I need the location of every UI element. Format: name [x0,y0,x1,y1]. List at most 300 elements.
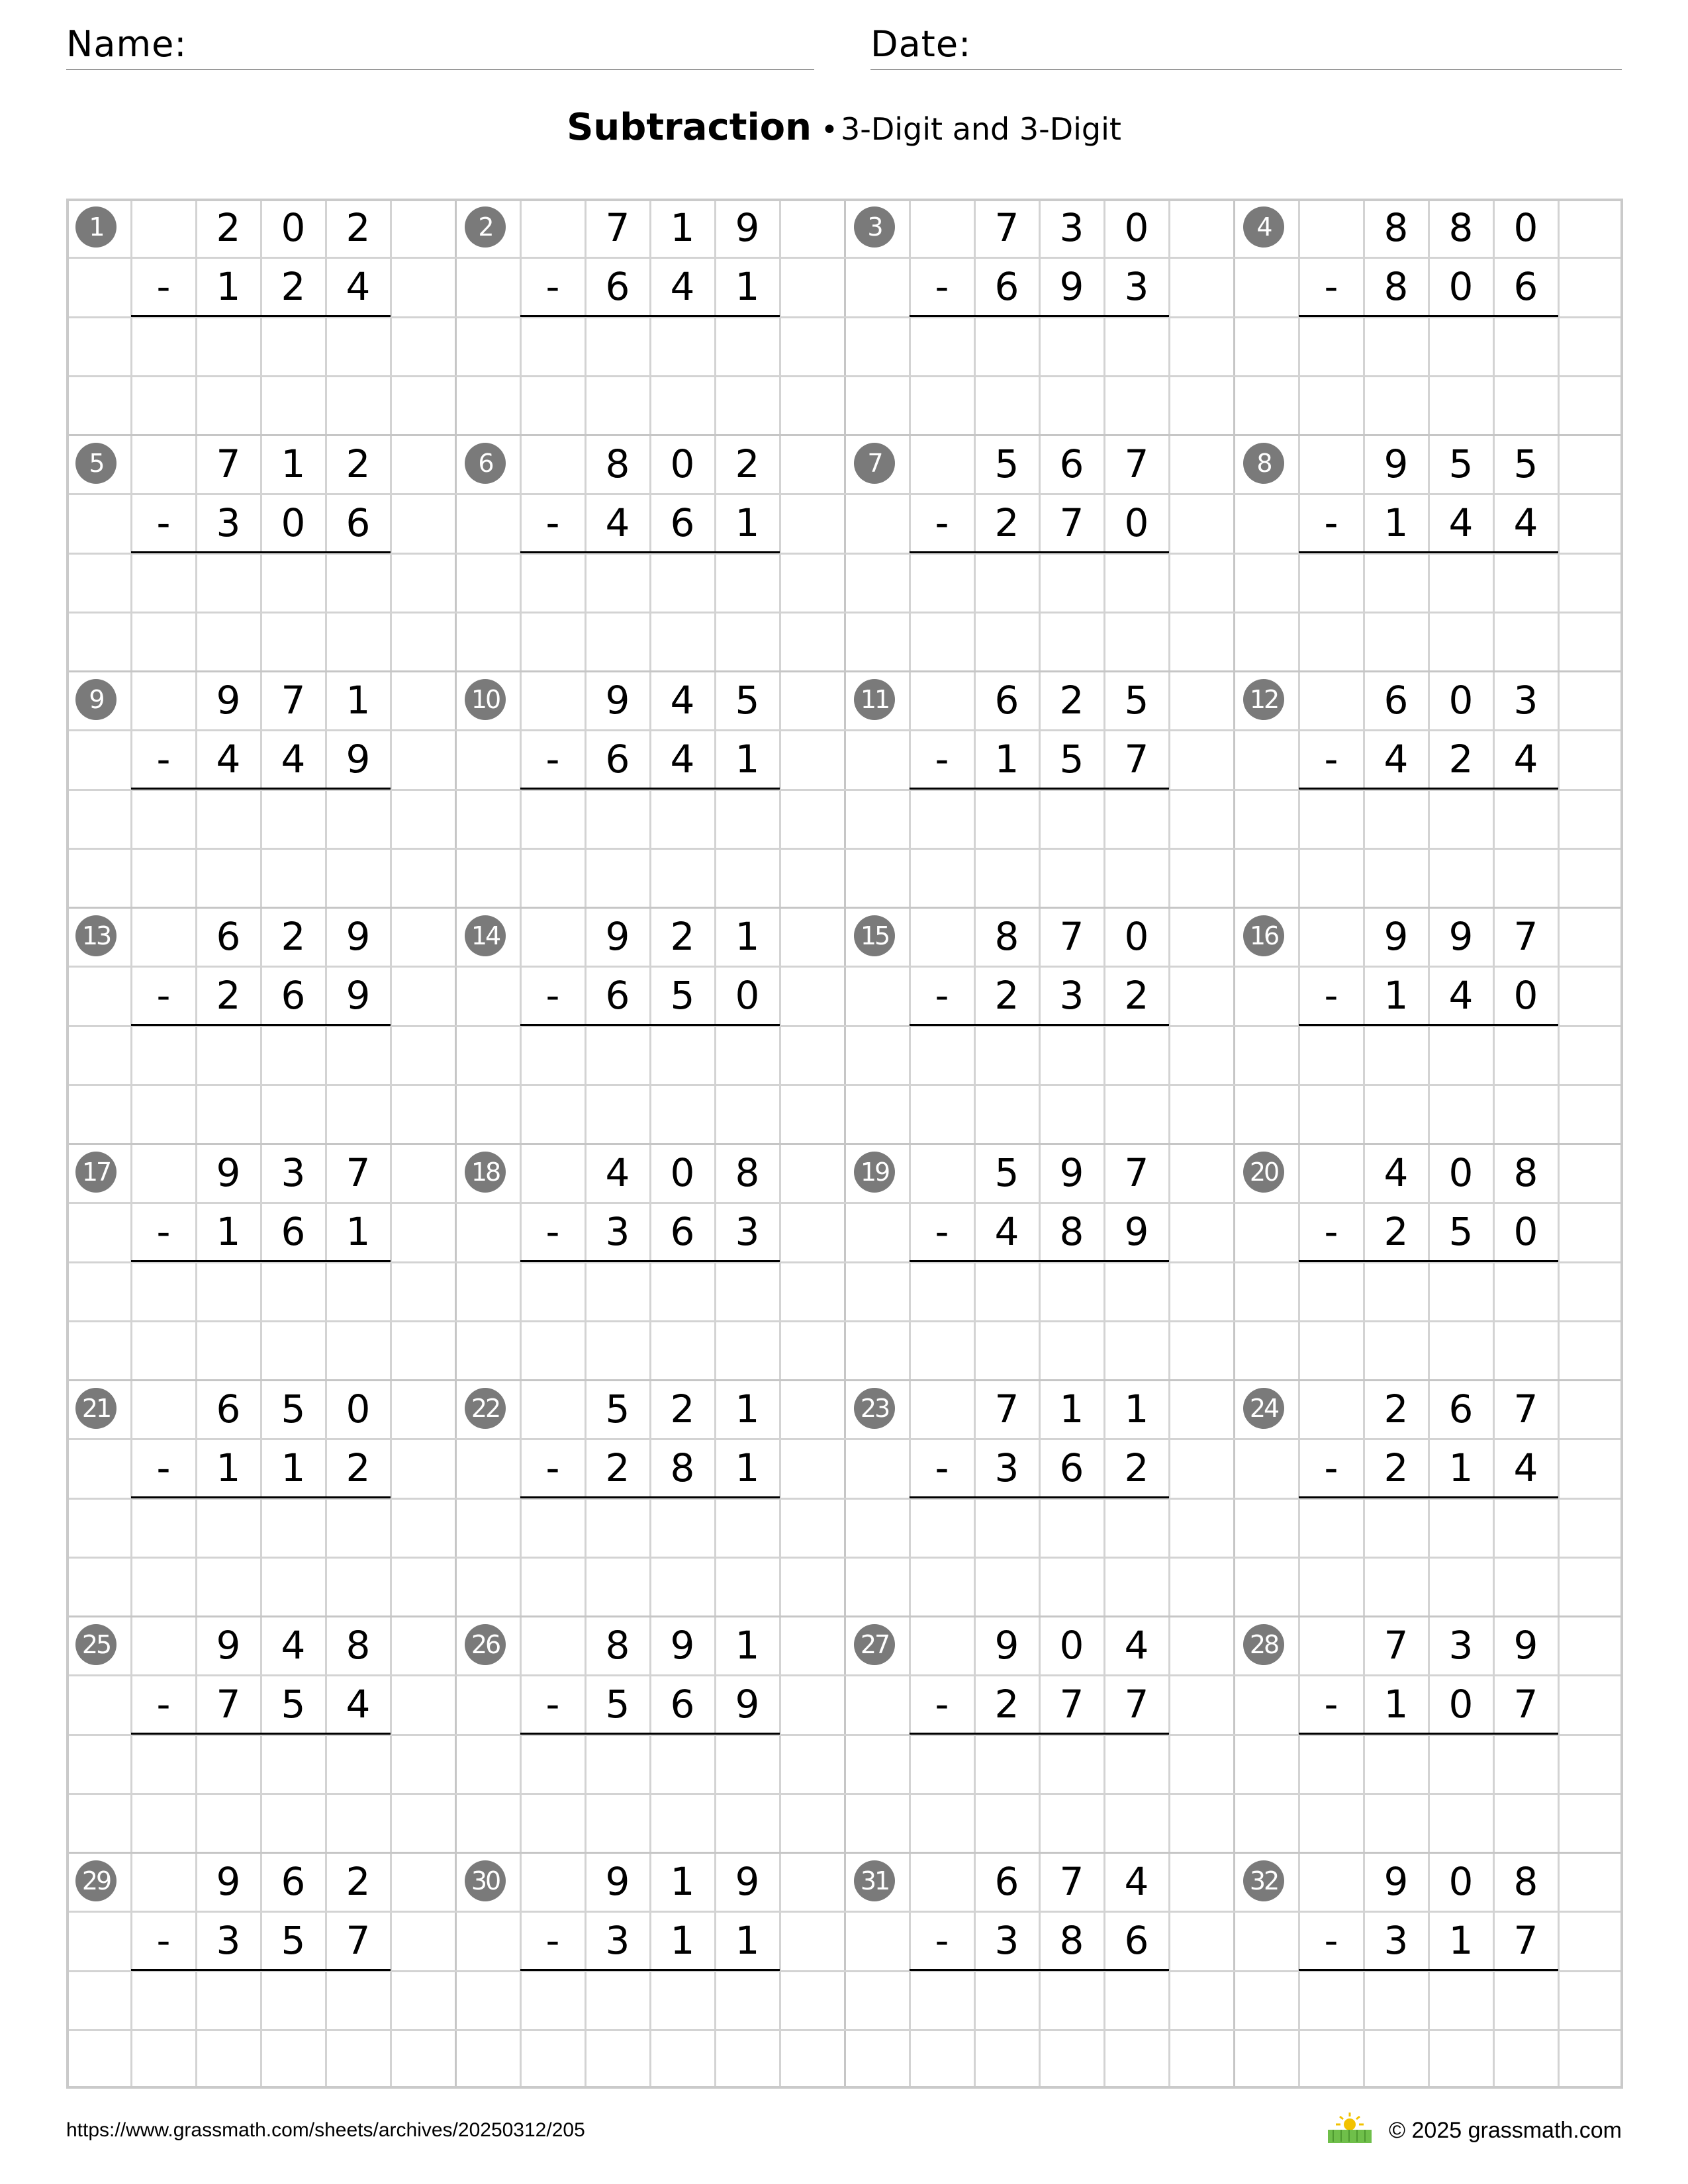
problem-number-badge: 31 [854,1860,895,1901]
problem-grid [66,199,1623,2089]
subtrahend-digit: 1 [216,1445,241,1491]
subtrahend-digit: 2 [1383,1209,1409,1255]
problem-number-badge: 9 [75,679,117,720]
subtrahend-digit: 2 [346,1445,371,1491]
minuend-digit: 9 [1383,441,1409,486]
minuend-digit: 0 [1448,1150,1474,1195]
minus-sign: - [545,500,560,545]
minus-sign: - [935,1445,949,1490]
subtrahend-digit: 3 [605,1918,630,1964]
problem-number-badge: 26 [465,1624,506,1665]
subtrahend-digit: 6 [994,264,1019,310]
minuend-digit: 6 [994,1859,1019,1904]
problem-number-badge: 16 [1243,915,1284,956]
subtrahend-digit: 4 [605,500,630,546]
problem-6[interactable] [455,435,845,671]
problem-number-badge: 11 [854,679,895,720]
problem-25[interactable] [66,1616,455,1852]
subtrahend-digit: 5 [670,973,695,1019]
subtrahend-digit: 0 [1448,1682,1474,1727]
minuend-digit: 8 [346,1623,371,1668]
minuend-digit: 6 [216,1387,241,1432]
answer-line [131,788,391,790]
answer-line [520,1733,780,1735]
minuend-digit: 7 [281,678,306,723]
subtrahend-digit: 2 [1124,973,1149,1019]
subtrahend-digit: 7 [1124,737,1149,782]
subtrahend-digit: 2 [605,1445,630,1491]
problem-24[interactable] [1234,1380,1623,1616]
subtrahend-digit: 5 [1448,1209,1474,1255]
minuend-digit: 7 [216,441,241,486]
problem-5[interactable] [66,435,455,671]
answer-line [131,1024,391,1026]
subtrahend-digit: 4 [1448,973,1474,1019]
problem-number-badge: 17 [75,1152,117,1193]
subtrahend-digit: 1 [1383,973,1409,1019]
problem-number-badge: 3 [854,206,895,248]
minuend-digit: 1 [1124,1387,1149,1432]
problem-19[interactable] [845,1144,1234,1380]
problem-27[interactable] [845,1616,1234,1852]
subtrahend-digit: 3 [994,1918,1019,1964]
minuend-digit: 9 [735,1859,760,1904]
answer-line [910,1969,1169,1971]
subtrahend-digit: 8 [1059,1918,1084,1964]
subtrahend-digit: 1 [216,1209,241,1255]
subtrahend-digit: 1 [735,264,760,310]
minuend-digit: 8 [1448,205,1474,250]
subtrahend-digit: 1 [1383,500,1409,546]
problem-16[interactable] [1234,907,1623,1144]
subtrahend-digit: 6 [605,737,630,782]
subtrahend-digit: 4 [1383,737,1409,782]
problem-22[interactable] [455,1380,845,1616]
minuend-digit: 9 [1513,1623,1538,1668]
subtrahend-digit: 5 [281,1918,306,1964]
minus-sign: - [935,737,949,782]
minuend-digit: 0 [670,1150,695,1195]
subtrahend-digit: 7 [1513,1918,1538,1964]
subtrahend-digit: 1 [346,1209,371,1255]
problem-9[interactable] [66,671,455,907]
problem-number-badge: 15 [854,915,895,956]
problem-20[interactable] [1234,1144,1623,1380]
minuend-digit: 8 [735,1150,760,1195]
minuend-digit: 0 [1448,678,1474,723]
subtrahend-digit: 6 [1513,264,1538,310]
problem-10[interactable] [455,671,845,907]
answer-line [910,1733,1169,1735]
minus-sign: - [545,1445,560,1490]
subtrahend-digit: 4 [670,264,695,310]
minus-sign: - [1324,1445,1338,1490]
problem-29[interactable] [66,1852,455,2089]
problem-number-badge: 28 [1243,1624,1284,1665]
answer-line [1299,1733,1558,1735]
problem-number-badge: 13 [75,915,117,956]
subtrahend-digit: 4 [346,264,371,310]
subtrahend-digit: 7 [1059,1682,1084,1727]
answer-line [910,1496,1169,1498]
minuend-digit: 8 [994,914,1019,959]
minuend-digit: 7 [605,205,630,250]
answer-line [1299,1496,1558,1498]
answer-line [131,1260,391,1262]
problem-number-badge: 18 [465,1152,506,1193]
problem-21[interactable] [66,1380,455,1616]
minus-sign: - [156,1682,171,1727]
minus-sign: - [935,500,949,545]
minuend-digit: 5 [994,1150,1019,1195]
minus-sign: - [1324,973,1338,1018]
subtrahend-digit: 0 [1513,973,1538,1019]
minuend-digit: 9 [605,1859,630,1904]
problem-8[interactable] [1234,435,1623,671]
minuend-digit: 0 [1059,1623,1084,1668]
subtrahend-digit: 2 [281,264,306,310]
subtrahend-digit: 1 [216,264,241,310]
minuend-digit: 0 [1124,914,1149,959]
minuend-digit: 0 [346,1387,371,1432]
minus-sign: - [545,264,560,309]
problem-15[interactable] [845,907,1234,1144]
subtrahend-digit: 4 [1513,1445,1538,1491]
subtrahend-digit: 3 [994,1445,1019,1491]
minus-sign: - [1324,1209,1338,1254]
minuend-digit: 7 [1383,1623,1409,1668]
answer-line [131,1969,391,1971]
subtrahend-digit: 0 [1513,1209,1538,1255]
minuend-digit: 6 [1059,441,1084,486]
minuend-digit: 9 [216,678,241,723]
problem-number-badge: 32 [1243,1860,1284,1901]
minus-sign: - [545,973,560,1018]
subtrahend-digit: 4 [1448,500,1474,546]
subtrahend-digit: 3 [1383,1918,1409,1964]
subtrahend-digit: 3 [1124,264,1149,310]
minuend-digit: 1 [1059,1387,1084,1432]
subtrahend-digit: 6 [605,264,630,310]
problem-number-badge: 10 [465,679,506,720]
minuend-digit: 7 [1059,1859,1084,1904]
subtrahend-digit: 2 [1124,1445,1149,1491]
minuend-digit: 7 [1124,1150,1149,1195]
minuend-digit: 2 [346,1859,371,1904]
minuend-digit: 3 [1448,1623,1474,1668]
minuend-digit: 6 [281,1859,306,1904]
subtrahend-digit: 9 [346,737,371,782]
subtrahend-digit: 6 [346,500,371,546]
minuend-digit: 7 [1513,1387,1538,1432]
minuend-digit: 3 [1059,205,1084,250]
minus-sign: - [156,973,171,1018]
problem-number-badge: 30 [465,1860,506,1901]
problem-12[interactable] [1234,671,1623,907]
problem-number-badge: 19 [854,1152,895,1193]
minus-sign: - [1324,737,1338,782]
minuend-digit: 7 [994,1387,1019,1432]
subtrahend-digit: 1 [1383,1682,1409,1727]
subtrahend-digit: 9 [346,973,371,1019]
problem-number-badge: 23 [854,1388,895,1429]
subtrahend-digit: 9 [735,1682,760,1727]
minuend-digit: 8 [605,441,630,486]
minuend-digit: 9 [216,1623,241,1668]
problem-number-badge: 7 [854,443,895,484]
problem-26[interactable] [455,1616,845,1852]
minus-sign: - [156,500,171,545]
subtrahend-digit: 0 [1448,264,1474,310]
problem-number-badge: 21 [75,1388,117,1429]
minuend-digit: 6 [1448,1387,1474,1432]
minuend-digit: 1 [735,1387,760,1432]
minuend-digit: 2 [281,914,306,959]
minuend-digit: 8 [1513,1859,1538,1904]
answer-line [910,788,1169,790]
problem-13[interactable] [66,907,455,1144]
problem-3[interactable] [845,199,1234,435]
subtrahend-digit: 4 [1513,500,1538,546]
minus-sign: - [545,1918,560,1963]
name-label: Name: [66,23,187,65]
problem-17[interactable] [66,1144,455,1380]
subtrahend-digit: 4 [346,1682,371,1727]
minuend-digit: 8 [1383,205,1409,250]
subtrahend-digit: 1 [735,1918,760,1964]
minuend-digit: 8 [605,1623,630,1668]
subtrahend-digit: 9 [1124,1209,1149,1255]
minus-sign: - [935,1682,949,1727]
subtrahend-digit: 5 [1059,737,1084,782]
subtrahend-digit: 6 [605,973,630,1019]
minuend-digit: 9 [1448,914,1474,959]
problem-18[interactable] [455,1144,845,1380]
minus-sign: - [156,1209,171,1254]
subtrahend-digit: 6 [670,1209,695,1255]
minuend-digit: 2 [670,1387,695,1432]
minus-sign: - [935,1918,949,1963]
subtrahend-digit: 6 [281,1209,306,1255]
date-line [870,69,1622,70]
problem-number-badge: 20 [1243,1152,1284,1193]
subtrahend-digit: 1 [735,1445,760,1491]
minus-sign: - [156,737,171,782]
answer-line [910,1260,1169,1262]
subtrahend-digit: 1 [281,1445,306,1491]
minuend-digit: 4 [1124,1859,1149,1904]
subtrahend-digit: 6 [670,1682,695,1727]
minuend-digit: 0 [1448,1859,1474,1904]
subtrahend-digit: 1 [994,737,1019,782]
minuend-digit: 5 [605,1387,630,1432]
subtrahend-digit: 6 [281,973,306,1019]
minuend-digit: 4 [670,678,695,723]
subtrahend-digit: 4 [670,737,695,782]
minus-sign: - [1324,1918,1338,1963]
minus-sign: - [545,737,560,782]
minuend-digit: 4 [281,1623,306,1668]
date-label: Date: [870,23,972,65]
answer-line [131,1733,391,1735]
problem-number-badge: 29 [75,1860,117,1901]
subtrahend-digit: 2 [994,973,1019,1019]
minuend-digit: 9 [216,1859,241,1904]
answer-line [520,315,780,317]
minus-sign: - [156,1918,171,1963]
footer-copyright: © 2025 grassmath.com [1389,2118,1622,2143]
minuend-digit: 6 [994,678,1019,723]
minuend-digit: 9 [994,1623,1019,1668]
worksheet-heading [0,106,1688,149]
answer-line [520,1496,780,1498]
minus-sign: - [935,973,949,1018]
subtrahend-digit: 7 [1124,1682,1149,1727]
minuend-digit: 5 [1448,441,1474,486]
minuend-digit: 0 [670,441,695,486]
subtrahend-digit: 3 [1059,973,1084,1019]
problem-1[interactable] [66,199,455,435]
subtrahend-digit: 8 [1383,264,1409,310]
subtrahend-digit: 3 [735,1209,760,1255]
problem-31[interactable] [845,1852,1234,2089]
subtrahend-digit: 1 [735,737,760,782]
subtrahend-digit: 7 [1513,1682,1538,1727]
minuend-digit: 5 [281,1387,306,1432]
minuend-digit: 5 [735,678,760,723]
answer-line [1299,1260,1558,1262]
subtrahend-digit: 0 [735,973,760,1019]
minuend-digit: 1 [670,205,695,250]
problem-number-badge: 14 [465,915,506,956]
minuend-digit: 1 [735,914,760,959]
problem-number-badge: 12 [1243,679,1284,720]
problem-7[interactable] [845,435,1234,671]
subtrahend-digit: 1 [1448,1445,1474,1491]
worksheet-title: Subtraction [567,106,812,149]
grass-sun-logo-icon [1327,2111,1373,2144]
subtrahend-digit: 3 [605,1209,630,1255]
minus-sign: - [1324,500,1338,545]
problem-32[interactable] [1234,1852,1623,2089]
minuend-digit: 6 [216,914,241,959]
subtrahend-digit: 5 [605,1682,630,1727]
minuend-digit: 5 [1124,678,1149,723]
subtrahend-digit: 5 [281,1682,306,1727]
minus-sign: - [1324,1682,1338,1727]
minuend-digit: 1 [670,1859,695,1904]
answer-line [1299,1969,1558,1971]
subtrahend-digit: 6 [1059,1445,1084,1491]
subtrahend-digit: 2 [216,973,241,1019]
minuend-digit: 5 [1513,441,1538,486]
problem-number-badge: 22 [465,1388,506,1429]
minuend-digit: 9 [605,914,630,959]
problem-number-badge: 5 [75,443,117,484]
problem-number-badge: 25 [75,1624,117,1665]
minuend-digit: 2 [1059,678,1084,723]
subtrahend-digit: 9 [1059,264,1084,310]
minuend-digit: 2 [1383,1387,1409,1432]
problem-number-badge: 2 [465,206,506,248]
minuend-digit: 2 [735,441,760,486]
minuend-digit: 9 [1059,1150,1084,1195]
minuend-digit: 3 [1513,678,1538,723]
problem-28[interactable] [1234,1616,1623,1852]
minuend-digit: 9 [605,678,630,723]
problem-11[interactable] [845,671,1234,907]
problem-2[interactable] [455,199,845,435]
answer-line [131,315,391,317]
worksheet-subtitle: 3-Digit and 3-Digit [840,111,1121,147]
minus-sign: - [545,1209,560,1254]
problem-number-badge: 8 [1243,443,1284,484]
answer-line [520,1024,780,1026]
title-separator: • [821,113,838,147]
minuend-digit: 5 [994,441,1019,486]
answer-line [910,551,1169,553]
problem-number-badge: 4 [1243,206,1284,248]
name-field[interactable] [66,23,814,70]
minuend-digit: 3 [281,1150,306,1195]
answer-line [520,788,780,790]
subtrahend-digit: 2 [1383,1445,1409,1491]
minuend-digit: 2 [346,205,371,250]
minuend-digit: 9 [216,1150,241,1195]
problem-number-badge: 1 [75,206,117,248]
answer-line [131,1496,391,1498]
subtrahend-digit: 0 [1124,500,1149,546]
minuend-digit: 9 [670,1623,695,1668]
problem-number-badge: 24 [1243,1388,1284,1429]
answer-line [131,551,391,553]
problem-14[interactable] [455,907,845,1144]
subtrahend-digit: 2 [994,500,1019,546]
minuend-digit: 9 [1383,1859,1409,1904]
minuend-digit: 7 [1513,914,1538,959]
minuend-digit: 7 [1059,914,1084,959]
minuend-digit: 8 [1513,1150,1538,1195]
subtrahend-digit: 7 [1059,500,1084,546]
date-field[interactable] [870,23,1622,70]
name-line [66,69,814,70]
subtrahend-digit: 7 [216,1682,241,1727]
answer-line [520,551,780,553]
problem-number-badge: 27 [854,1624,895,1665]
subtrahend-digit: 4 [281,737,306,782]
subtrahend-digit: 4 [216,737,241,782]
subtrahend-digit: 2 [1448,737,1474,782]
subtrahend-digit: 4 [1513,737,1538,782]
minuend-digit: 9 [735,205,760,250]
subtrahend-digit: 1 [735,500,760,546]
problem-30[interactable] [455,1852,845,2089]
subtrahend-digit: 3 [216,1918,241,1964]
answer-line [520,1969,780,1971]
minuend-digit: 0 [1124,205,1149,250]
problem-4[interactable] [1234,199,1623,435]
minuend-digit: 9 [1383,914,1409,959]
minus-sign: - [545,1682,560,1727]
minuend-digit: 9 [346,914,371,959]
subtrahend-digit: 7 [346,1918,371,1964]
subtrahend-digit: 3 [216,500,241,546]
problem-23[interactable] [845,1380,1234,1616]
answer-line [1299,551,1558,553]
minus-sign: - [935,1209,949,1254]
minuend-digit: 7 [994,205,1019,250]
minuend-digit: 1 [735,1623,760,1668]
